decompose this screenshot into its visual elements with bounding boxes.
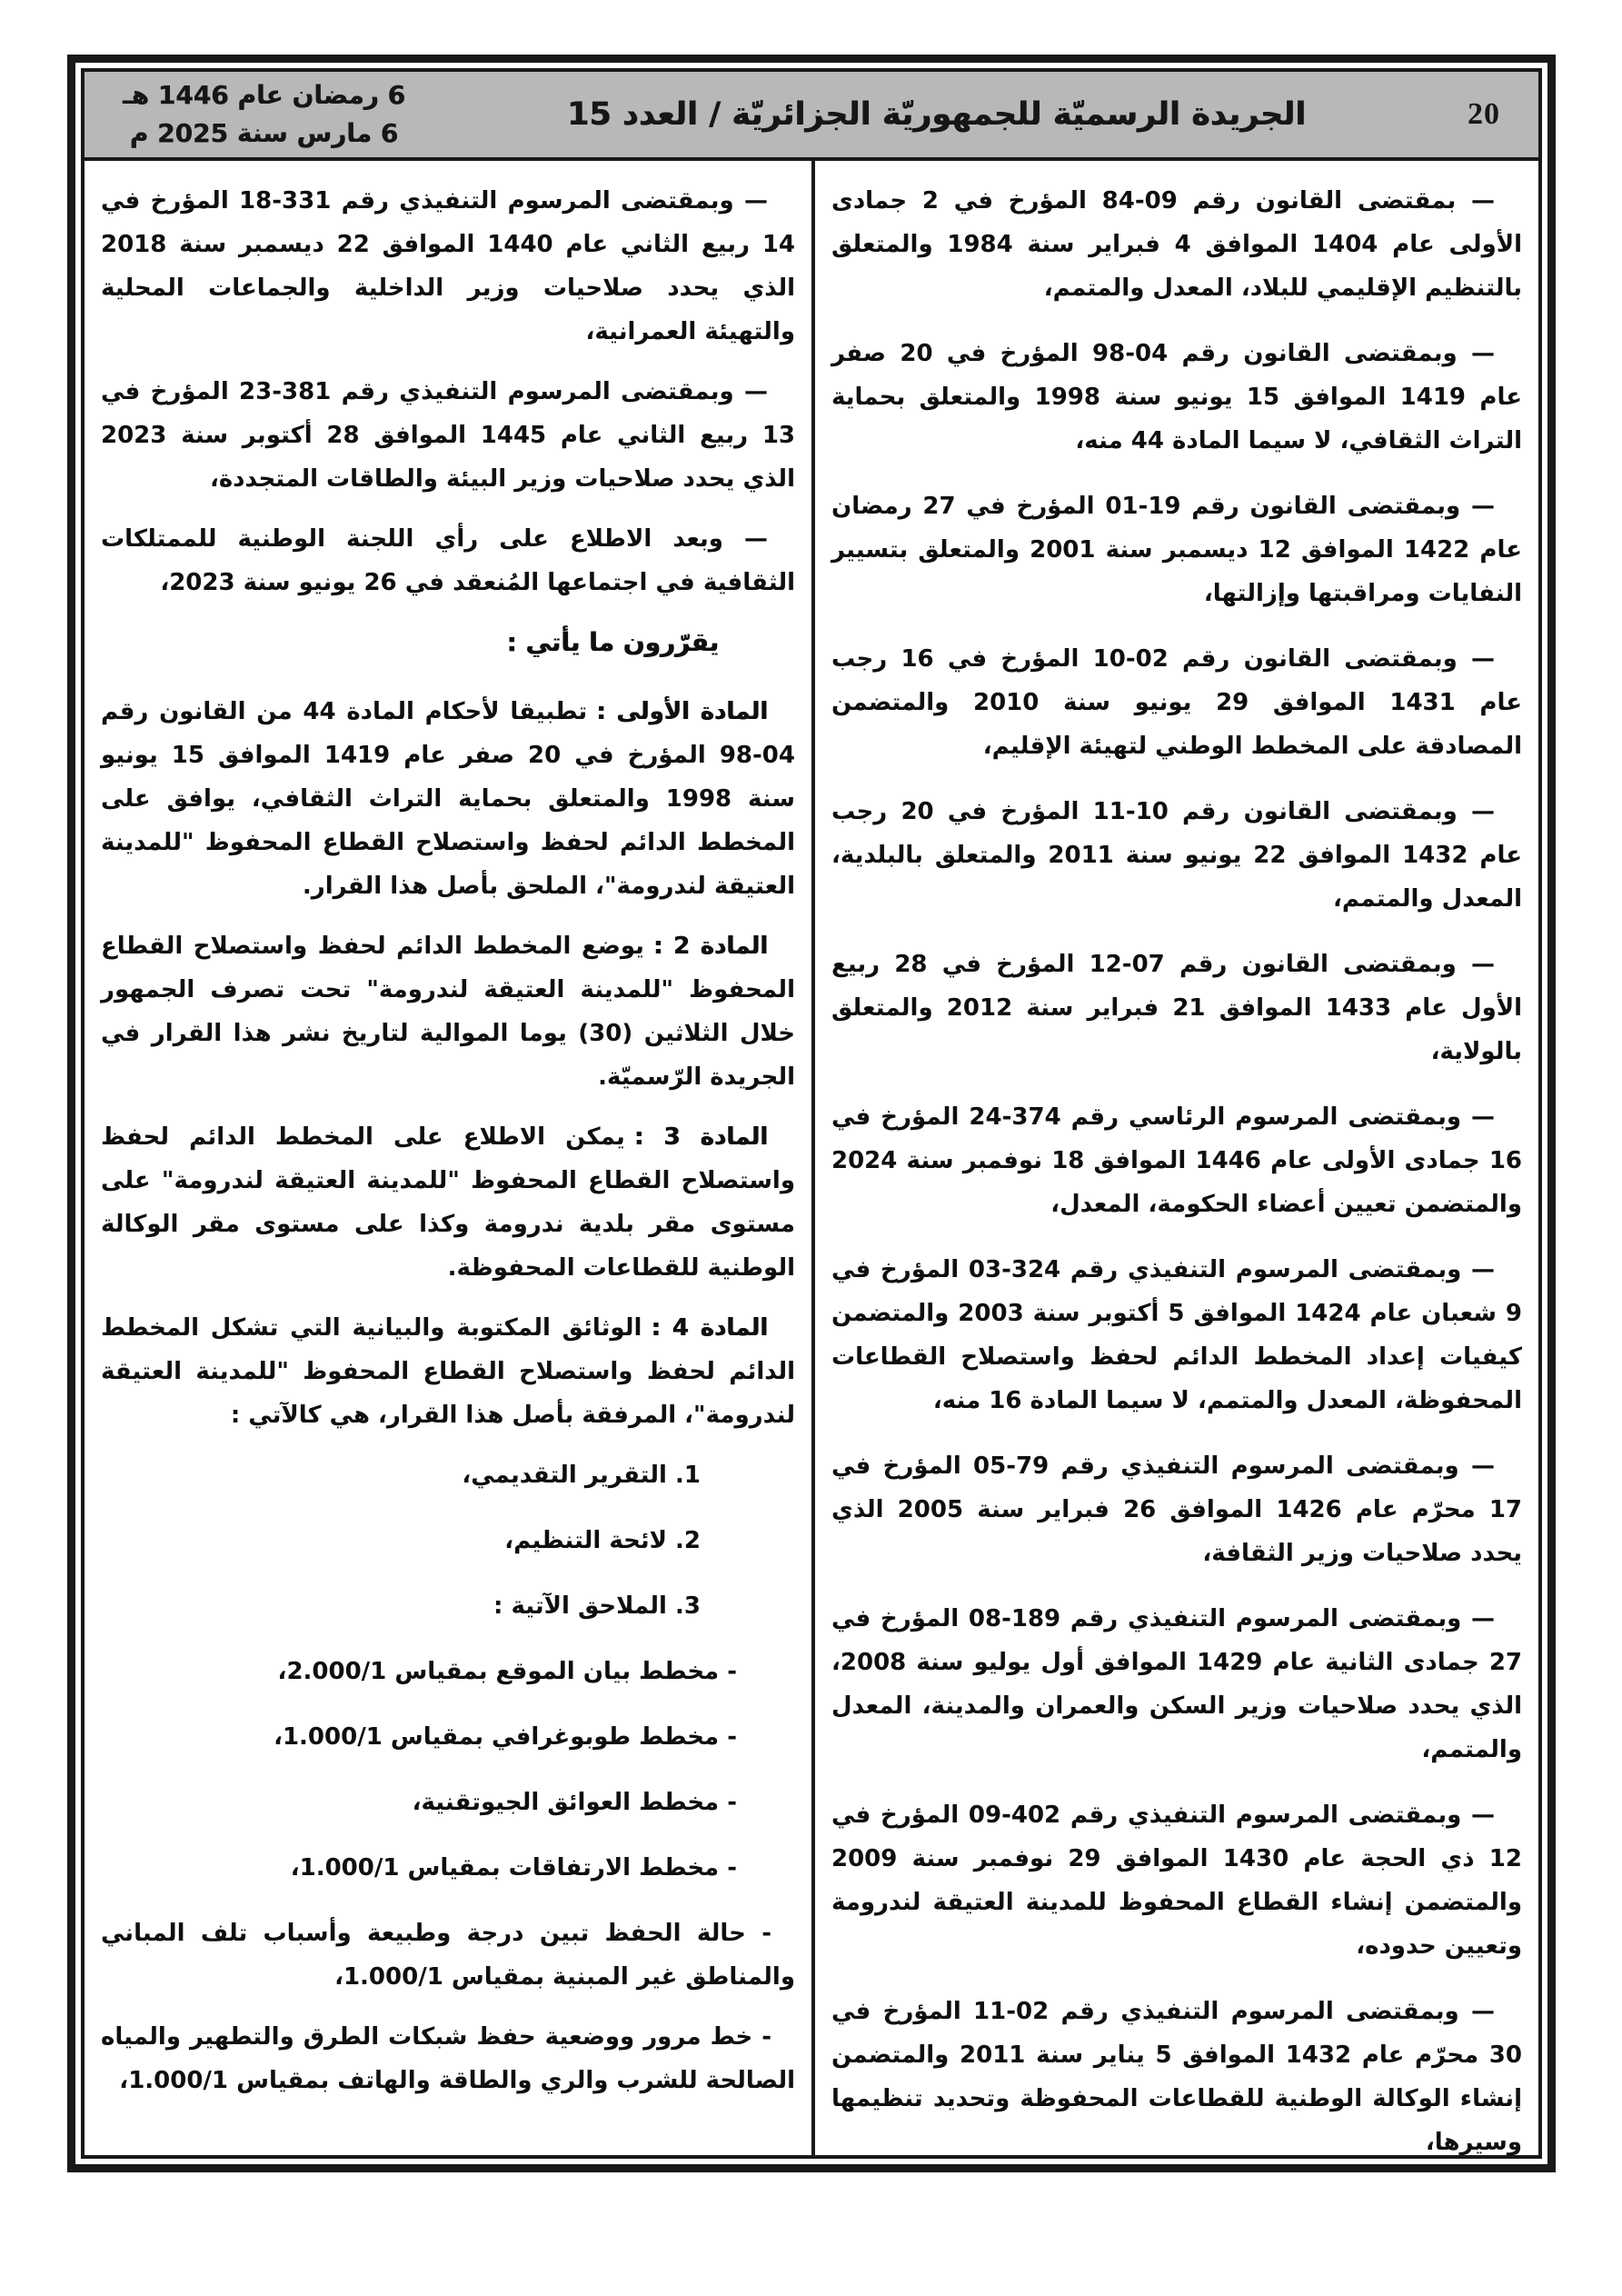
preamble-paragraph: — وبمقتضى القانون رقم 07-12 المؤرخ في 28 ربيع الأول عام 1433 الموافق 21 فبراير سنة 2012 والمتعلق بالولاية، — [831, 951, 1523, 1065]
annex-item: - مخطط بيان الموقع بمقياس 2.000/1، — [277, 1658, 737, 1685]
column-right — [811, 161, 1538, 2155]
preamble-paragraph: — وبمقتضى المرسوم التنفيذي رقم 02-11 المؤرخ في 30 محرّم عام 1432 الموافق 5 يناير سنة 2011 والمتضمن إنشاء الوكالة الوطنية للقطاعات المحفوظة وتحديد تنظيمها وسيرها، — [831, 1998, 1522, 2155]
article-4-lead: المادة 4 : — [651, 1314, 769, 1342]
article-4 — [101, 1306, 795, 1437]
column-left — [85, 161, 811, 2155]
article-1-text: تطبيقا لأحكام المادة 44 من القانون رقم 04-98 المؤرخ في 20 صفر عام 1419 الموافق 15 يونيو سنة 1998 والمتعلق بحماية التراث الثقافي، يوافق على المخطط الدائم لحفظ واستصلاح القطاع المحفوظ "للمدينة العتيقة لندرومة"، الملحق بأصل هذا القرار. — [101, 698, 795, 900]
preamble-paragraph: — وبمقتضى المرسوم التنفيذي رقم 189-08 المؤرخ في 27 جمادى الثانية عام 1429 الموافق أول يوليو سنة 2008، الذي يحدد صلاحيات وزير السكن والعمران والمدينة، المعدل والمتمم، — [831, 1605, 1522, 1763]
annex-item: - خط مرور ووضعية حفظ شبكات الطرق والتطهير والمياه الصالحة للشرب والري والطاقة والهاتف بمقياس 1.000/1، — [101, 2023, 795, 2094]
annex-item: - مخطط الارتفاقات بمقياس 1.000/1، — [290, 1854, 737, 1882]
preamble-paragraph: — وبمقتضى المرسوم الرئاسي رقم 374-24 المؤرخ في 16 جمادى الأولى عام 1446 الموافق 18 نوفمبر سنة 2024 والمتضمن تعيين أعضاء الحكومة، المعدل، — [831, 1103, 1523, 1218]
article-2-text: يوضع المخطط الدائم لحفظ واستصلاح القطاع المحفوظ "للمدينة العتيقة لندرومة" تحت تصرف الجمهور خلال الثلاثين (30) يوما الموالية لتاريخ نشر هذا القرار في الجريدة الرّسميّة. — [101, 933, 795, 1091]
preamble-paragraph: — وبمقتضى القانون رقم 10-11 المؤرخ في 20 رجب عام 1432 الموافق 22 يونيو سنة 2011 والمتعلق بالبلدية، المعدل والمتمم، — [831, 798, 1522, 913]
article-1-lead: المادة الأولى : — [596, 698, 769, 725]
preamble-paragraph: — وبمقتضى القانون رقم 04-98 المؤرخ في 20 صفر عام 1419 الموافق 15 يونيو سنة 1998 والمتعلق بحماية التراث الثقافي، لا سيما المادة 44 منه، — [831, 340, 1522, 454]
article-1 — [101, 690, 795, 908]
article-3-lead: المادة 3 : — [633, 1123, 768, 1151]
page-number: 20 — [1468, 97, 1500, 131]
preamble-paragraph: — وبمقتضى القانون رقم 19-01 المؤرخ في 27 رمضان عام 1422 الموافق 12 ديسمبر سنة 2001 والمتعلق بتسيير النفايات ومراقبتها وإزالتها، — [831, 493, 1522, 607]
article-2-lead: المادة 2 : — [652, 933, 769, 960]
annex-item: - مخطط طوبوغرافي بمقياس 1.000/1، — [274, 1723, 737, 1751]
numbered-item: 3. الملاحق الآتية : — [493, 1592, 701, 1620]
preamble-paragraph: — وبمقتضى المرسوم التنفيذي رقم 402-09 المؤرخ في 12 ذي الحجة عام 1430 الموافق 29 نوفمبر سنة 2009 والمتضمن إنشاء القطاع المحفوظ للمدينة العتيقة لندرومة وتعيين حدوده، — [831, 1802, 1522, 1960]
header-dates — [123, 76, 405, 153]
preamble-paragraph: — وبمقتضى المرسوم التنفيذي رقم 381-23 المؤرخ في 13 ربيع الثاني عام 1445 الموافق 28 أكتوبر سنة 2023 الذي يحدد صلاحيات وزير البيئة والطاقات المتجددة، — [101, 378, 795, 493]
preamble-paragraph: — وبعد الاطلاع على رأي اللجنة الوطنية للممتلكات الثقافية في اجتماعها المُنعقد في 26 يونيو سنة 2023، — [101, 525, 795, 596]
content-columns — [85, 161, 1538, 2155]
header-band — [85, 72, 1538, 161]
date-hijri: 6 رمضان عام 1446 هـ — [123, 80, 406, 110]
preamble-paragraph: — بمقتضى القانون رقم 09-84 المؤرخ في 2 جمادى الأولى عام 1404 الموافق 4 فبراير سنة 1984 والمتعلق بالتنظيم الإقليمي للبلاد، المعدل والمتمم، — [831, 187, 1523, 302]
page-frame — [67, 55, 1556, 2172]
preamble-paragraph: — وبمقتضى المرسوم التنفيذي رقم 331-18 المؤرخ في 14 ربيع الثاني عام 1440 الموافق 22 ديسمبر سنة 2018 الذي يحدد صلاحيات وزير الداخلية والجماعات المحلية والتهيئة العمرانية، — [101, 187, 795, 345]
article-3-text: يمكن الاطلاع على المخطط الدائم لحفظ واستصلاح القطاع المحفوظ "للمدينة العتيقة لندرومة" على مستوى مقر بلدية ندرومة وكذا على مستوى مقر الوكالة الوطنية للقطاعات المحفوظة. — [101, 1123, 795, 1282]
preamble-paragraph: — وبمقتضى المرسوم التنفيذي رقم 324-03 المؤرخ في 9 شعبان عام 1424 الموافق 5 أكتوبر سنة 2003 والمتضمن كيفيات إعداد المخطط الدائم لحفظ واستصلاح القطاعات المحفوظة، المعدل والمتمم، لا سيما المادة 16 منه، — [831, 1256, 1522, 1414]
article-3 — [101, 1115, 795, 1290]
page-frame-inner — [81, 68, 1542, 2159]
annex-item: - مخطط العوائق الجيوتقنية، — [412, 1789, 737, 1816]
numbered-item: 1. التقرير التقديمي، — [462, 1462, 701, 1489]
article-4-text: الوثائق المكتوبة والبيانية التي تشكل المخطط الدائم لحفظ واستصلاح القطاع المحفوظ "للمدينة العتيقة لندرومة"، المرفقة بأصل هذا القرار، هي كالآتي : — [101, 1314, 795, 1429]
preamble-paragraph: — وبمقتضى القانون رقم 02-10 المؤرخ في 16 رجب عام 1431 الموافق 29 يونيو سنة 2010 والمتضمن المصادقة على المخطط الوطني لتهيئة الإقليم، — [831, 645, 1522, 760]
date-gregorian: 6 مارس سنة 2025 م — [129, 118, 399, 148]
decision-heading: يقرّرون ما يأتي : — [506, 627, 719, 657]
annex-item: - حالة الحفظ تبين درجة وطبيعة وأسباب تلف المباني والمناطق غير المبنية بمقياس 1.000/1، — [101, 1920, 795, 1991]
article-2 — [101, 924, 795, 1099]
numbered-item: 2. لائحة التنظيم، — [504, 1527, 701, 1554]
journal-title: الجريدة الرسميّة للجمهوريّة الجزائريّة / العدد 15 — [566, 96, 1307, 133]
preamble-paragraph: — وبمقتضى المرسوم التنفيذي رقم 79-05 المؤرخ في 17 محرّم عام 1426 الموافق 26 فبراير سنة 2005 الذي يحدد صلاحيات وزير الثقافة، — [831, 1452, 1522, 1567]
